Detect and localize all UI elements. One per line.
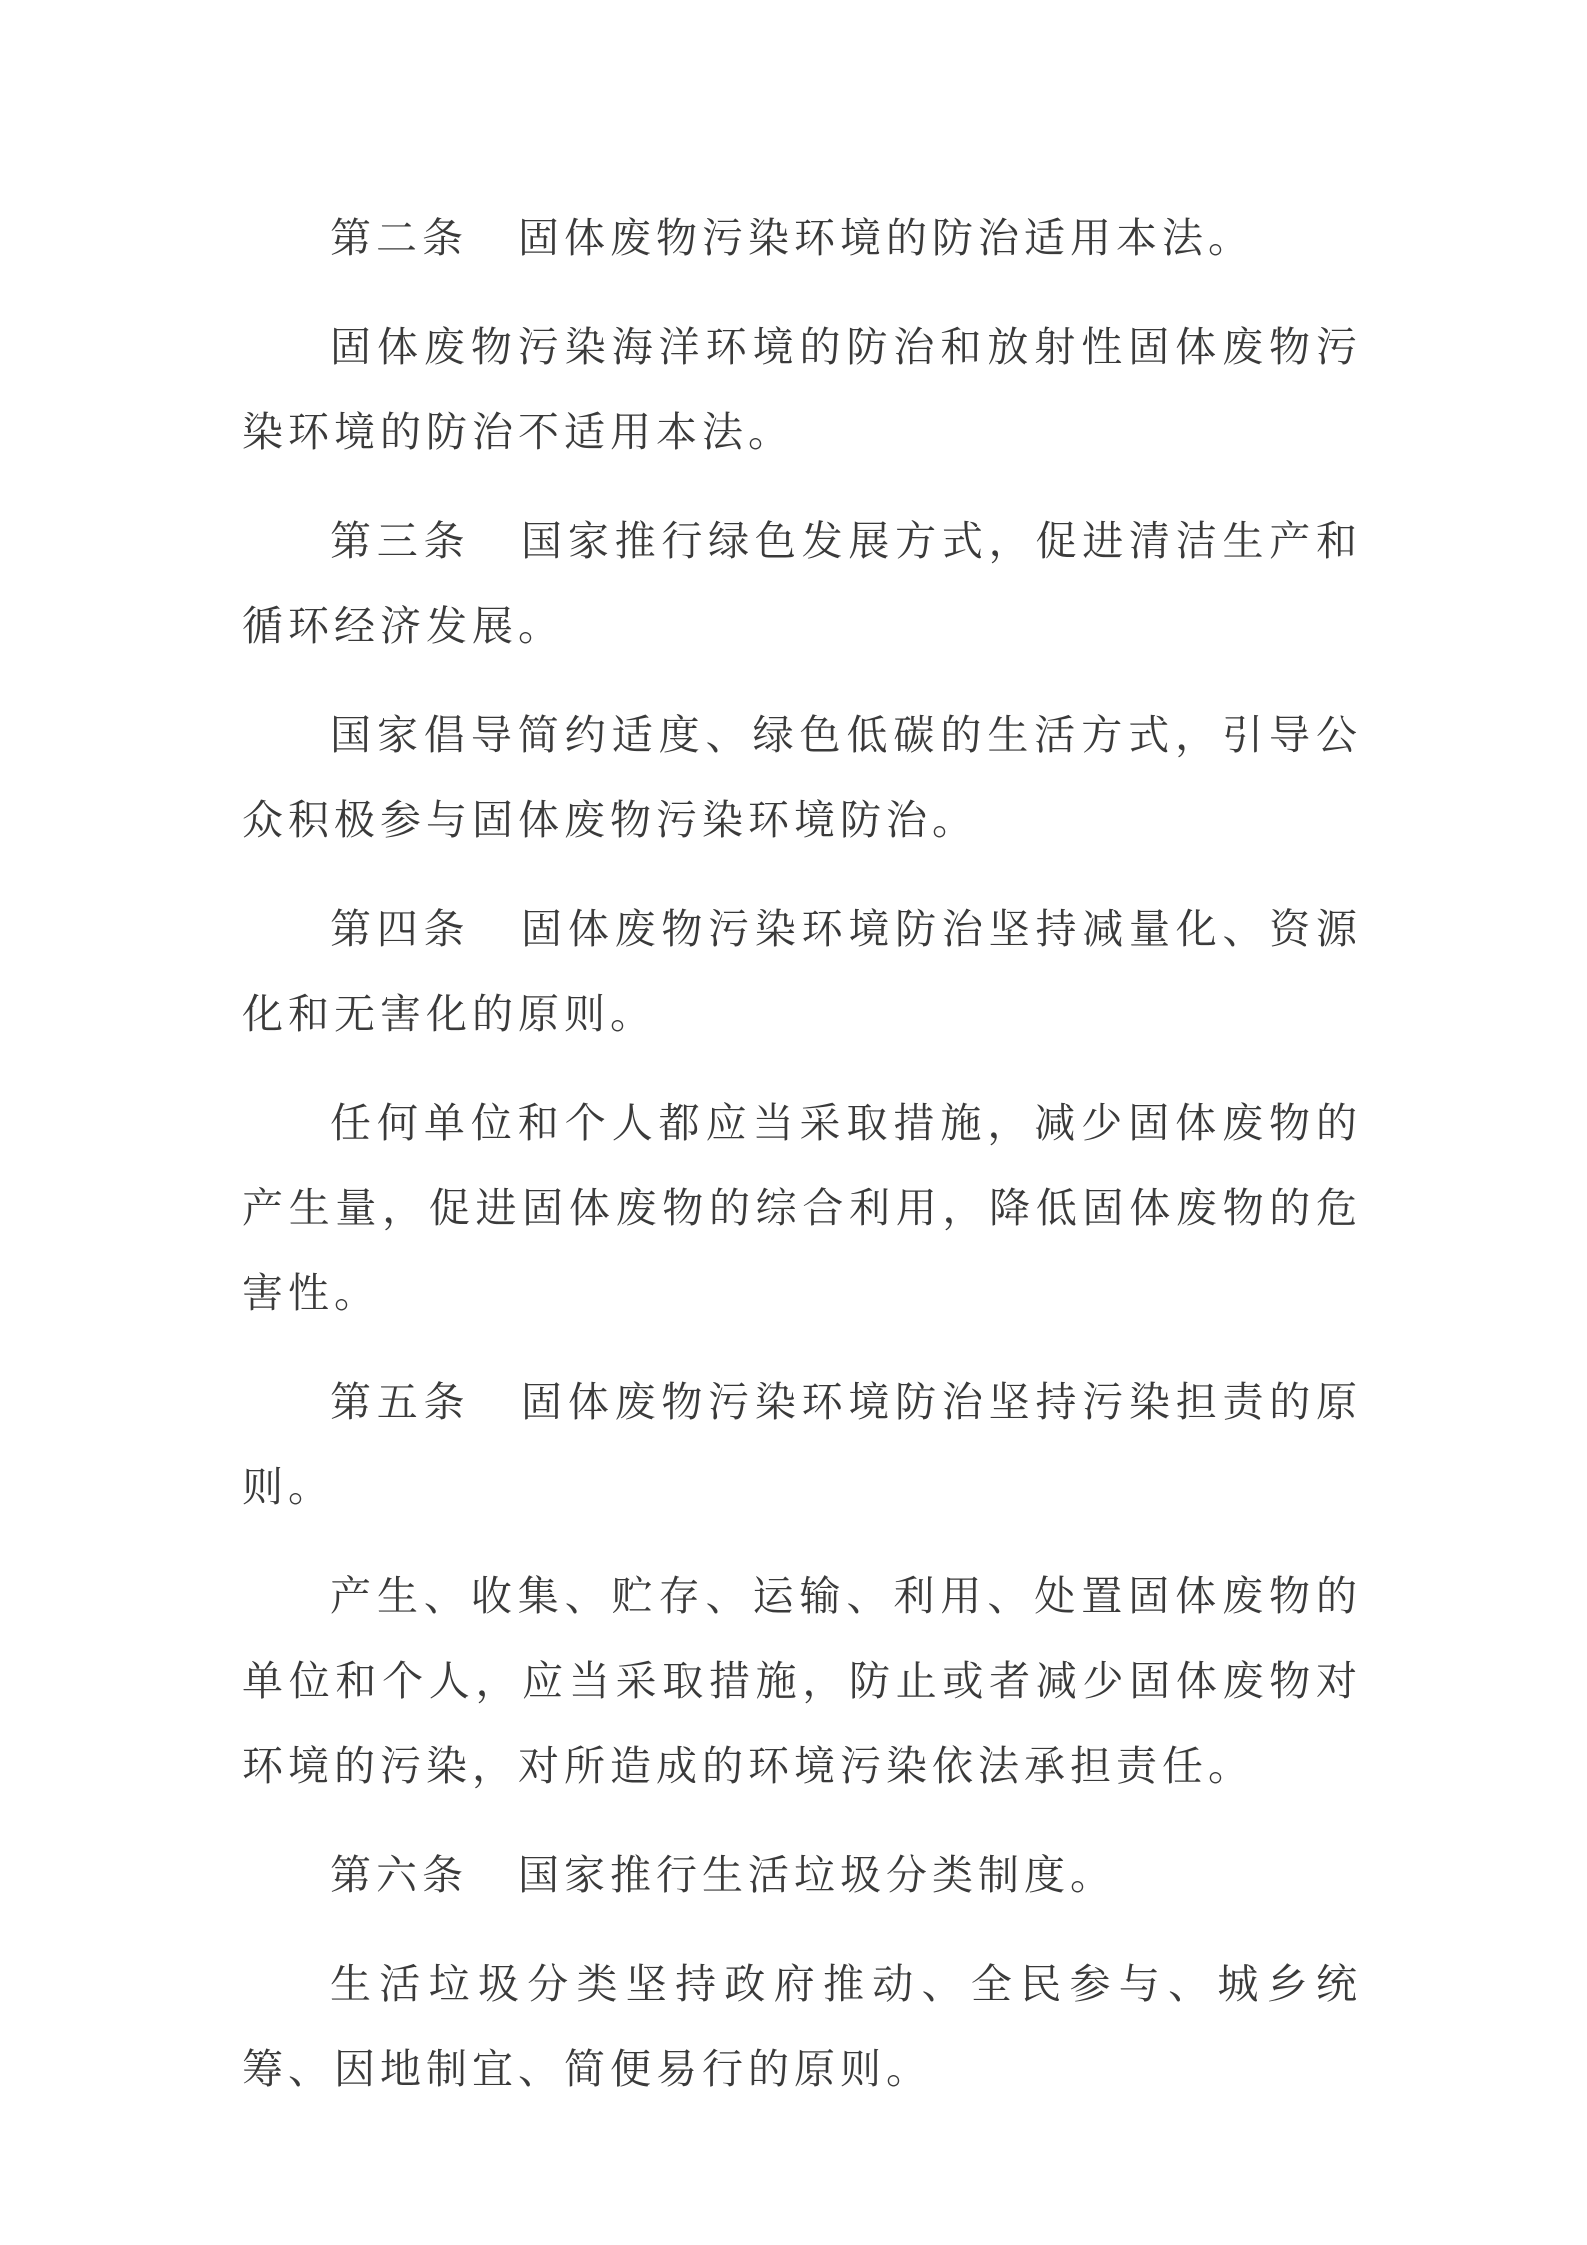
article-number: 第三条 xyxy=(330,517,471,565)
paragraph-text: 生活垃圾分类坚持政府推动、全民参与、城乡统筹、因地制宜、简便易行的原则。 xyxy=(242,1960,1362,2093)
article-paragraph xyxy=(242,499,1362,669)
paragraph-text: 产生、收集、贮存、运输、利用、处置固体废物的单位和个人，应当采取措施，防止或者减少固体废物对环境的污染，对所造成的环境污染依法承担责任。 xyxy=(242,1572,1362,1790)
paragraph-text: 国家推行生活垃圾分类制度。 xyxy=(518,1851,1116,1899)
paragraph-text: 固体废物污染海洋环境的防治和放射性固体废物污染环境的防治不适用本法。 xyxy=(242,323,1362,456)
article-paragraph xyxy=(242,1360,1362,1530)
article-number: 第五条 xyxy=(330,1378,471,1426)
body-paragraph xyxy=(242,693,1362,863)
article-number: 第二条 xyxy=(330,214,468,262)
article-number: 第六条 xyxy=(330,1851,468,1899)
body-paragraph xyxy=(242,1554,1362,1809)
paragraph-text: 任何单位和个人都应当采取措施，减少固体废物的产生量，促进固体废物的综合利用，降低固体废物的危害性。 xyxy=(242,1099,1362,1317)
paragraph-text: 固体废物污染环境防治坚持减量化、资源化和无害化的原则。 xyxy=(242,905,1363,1038)
paragraph-text: 国家倡导简约适度、绿色低碳的生活方式，引导公众积极参与固体废物污染环境防治。 xyxy=(242,711,1362,844)
document-body xyxy=(242,196,1362,2136)
body-paragraph xyxy=(242,305,1362,475)
paragraph-text: 固体废物污染环境防治坚持污染担责的原则。 xyxy=(242,1378,1363,1511)
paragraph-text: 国家推行绿色发展方式，促进清洁生产和循环经济发展。 xyxy=(242,517,1363,650)
body-paragraph xyxy=(242,1081,1362,1336)
article-paragraph xyxy=(242,1833,1362,1918)
article-paragraph xyxy=(242,887,1362,1057)
paragraph-text: 固体废物污染环境的防治适用本法。 xyxy=(518,214,1254,262)
article-number: 第四条 xyxy=(330,905,471,953)
body-paragraph xyxy=(242,1942,1362,2112)
article-paragraph xyxy=(242,196,1362,281)
